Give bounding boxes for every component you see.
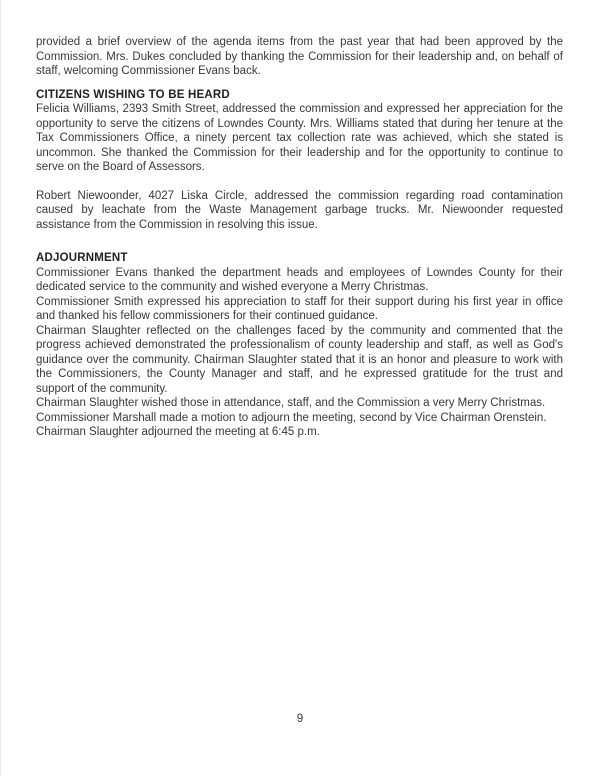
section-heading-adjournment: ADJOURNMENT [36, 252, 128, 264]
page-number: 9 [296, 713, 304, 725]
scan-edge-artifact [0, 0, 1, 776]
paragraph-robert-niewoonder: Robert Niewoonder, 4027 Liska Circle, addressed the commission regarding road contamination caused by leachate from the Waste Management garbage trucks. Mr. Niewoonder requested assistance from the Commission in resolving this issue. [36, 189, 563, 231]
paragraph-commissioner-marshall-motion: Commissioner Marshall made a motion to adjourn the meeting, second by Vice Chairman Orenstein. [36, 411, 547, 424]
paragraph-felicia-williams: Felicia Williams, 2393 Smith Street, addressed the commission and expressed her appreciation for the opportunity to serve the citizens of Lowndes County. Mrs. Williams stated that during her tenure at the Tax Commissioners Office, a ninety percent tax collection rate was achieved, which she stated is uncommon. She thanked the Commission for their leadership and for the opportunity to continue to serve on the Board of Assessors. [36, 103, 563, 173]
section-heading-citizens-wishing-to-be-heard: CITIZENS WISHING TO BE HEARD [36, 88, 230, 101]
intro-paragraph: provided a brief overview of the agenda items from the past year that had been approved by the Commission. Mrs. Dukes concluded by thanking the Commission for their leadership and, on behalf of staff, welcoming Commissioner Evans back. [36, 36, 563, 77]
paragraph-commissioner-evans: Commissioner Evans thanked the department heads and employees of Lowndes County for their dedicated service to the community and wished everyone a Merry Christmas. [36, 266, 563, 293]
paragraph-chairman-slaughter-christmas-wish: Chairman Slaughter wished those in attendance, staff, and the Commission a very Merry Christmas. [36, 397, 546, 409]
page-content [36, 35, 563, 440]
paragraph-chairman-slaughter-reflection: Chairman Slaughter reflected on the challenges faced by the community and commented that the progress achieved demonstrated the professionalism of county leadership and staff, as well as God's guidance over the community. Chairman Slaughter stated that it is an honor and pleasure to work with the Commissioners, the County Manager and staff, and he expressed gratitude for the trust and support of the community. [36, 324, 563, 395]
paragraph-meeting-adjourned: Chairman Slaughter adjourned the meeting at 6:45 p.m. [36, 426, 320, 438]
paragraph-commissioner-smith: Commissioner Smith expressed his appreciation to staff for their support during his first year in office and thanked his fellow commissioners for their continued guidance. [36, 295, 563, 322]
